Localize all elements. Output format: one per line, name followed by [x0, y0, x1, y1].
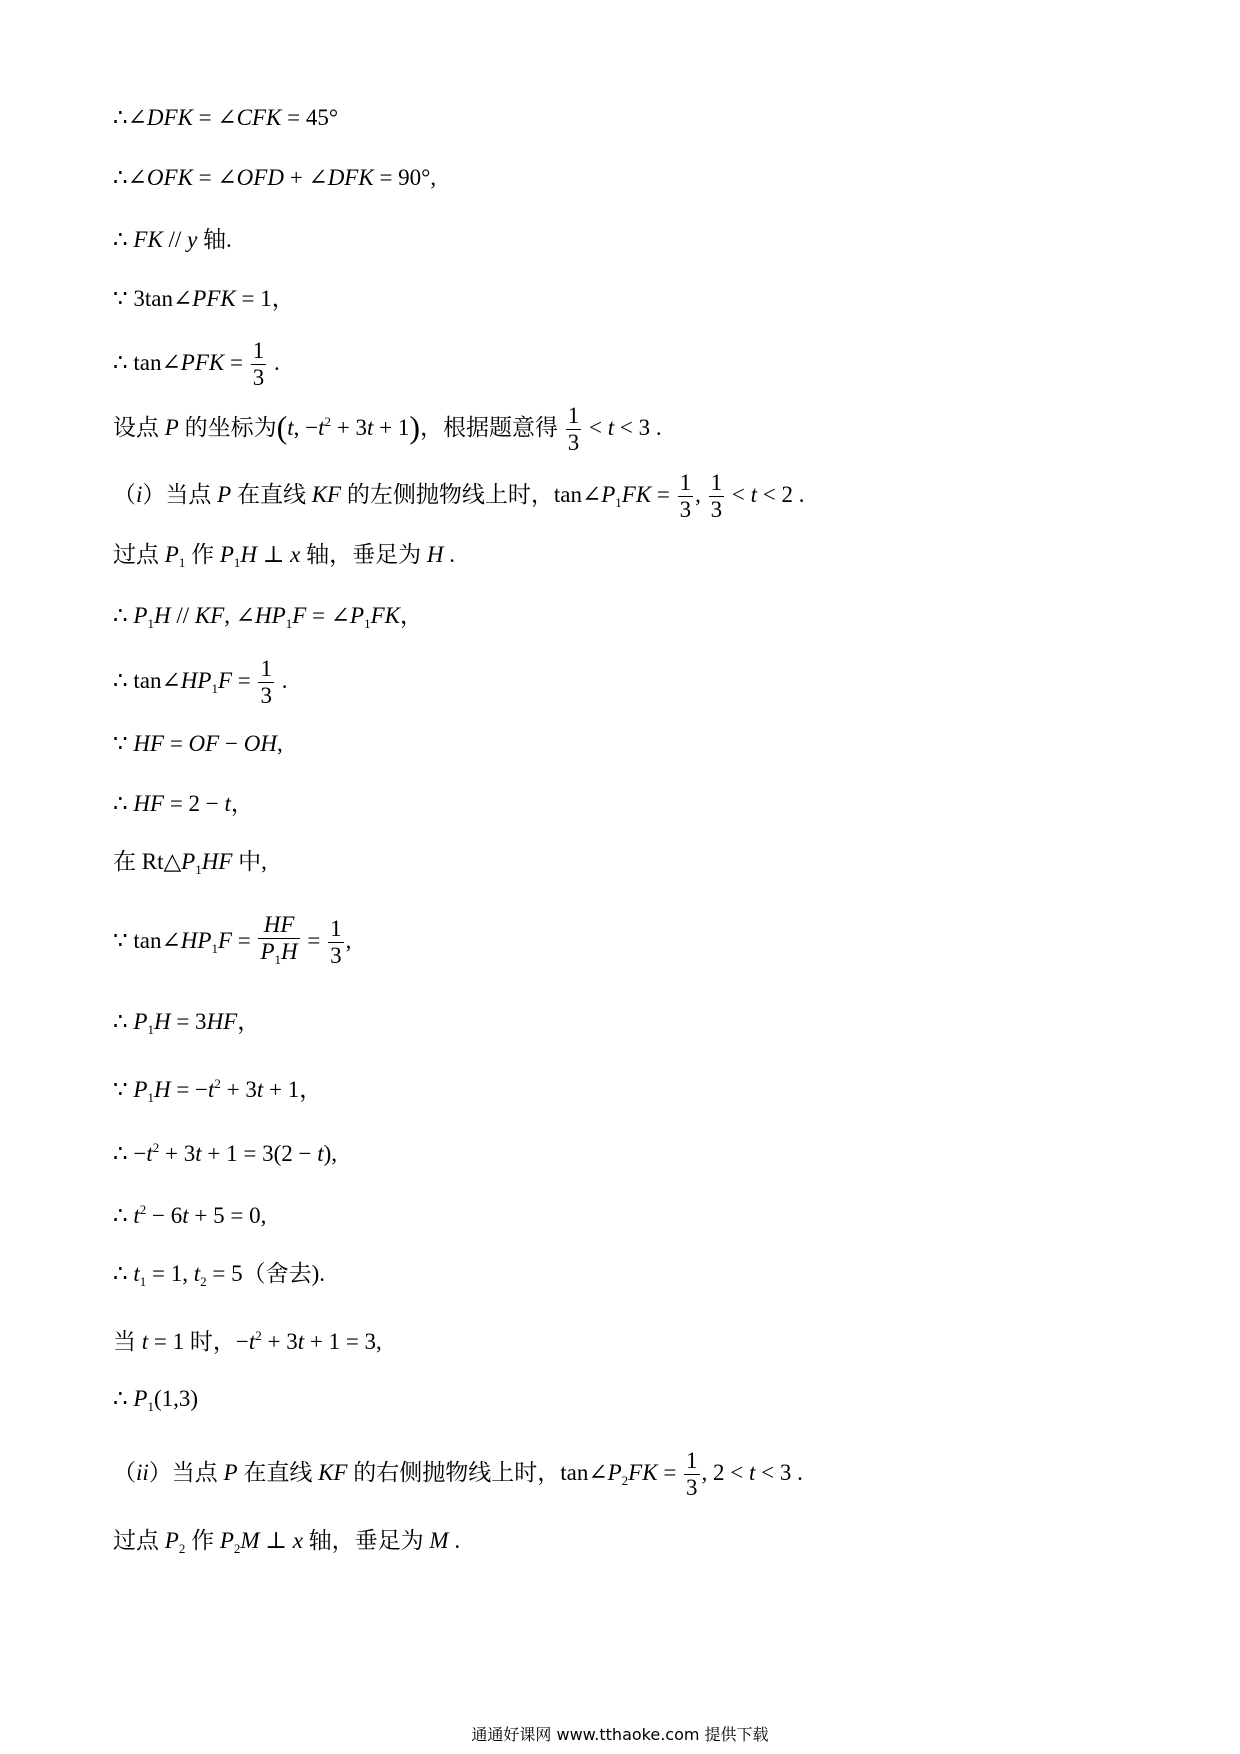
line-22: （ii）当点 P 在直线 KF 的右侧抛物线上时，$\tan\angle P_2FK$ = $\frac{1}{3}$ , 2 < t < 3 .: [113, 1448, 803, 1500]
line-12: ∴ HF = 2 − t，: [113, 791, 254, 816]
line-8: 过点 $P_1$ 作 $P_1H$ ⊥ x 轴，垂足为 H .: [113, 542, 455, 570]
line-2: ∴∠OFK = ∠OFD + ∠DFK = 90°,: [113, 165, 437, 190]
line-7: （i）当点 P 在直线 KF 的左侧抛物线上时，$\tan\angle P_1FK$ = $\frac{1}{3}$ , $\frac{1}{3}$ < t < 2 .: [113, 470, 805, 522]
line-1: ∴∠DFK = ∠CFK = 45°: [113, 105, 339, 130]
line-20: 当 t = 1 时，$-t^2 + 3t + 1 = 3$,: [113, 1328, 382, 1354]
line-11: ∵ HF = OF − OH,: [113, 731, 283, 756]
line-4: ∵ 3tan∠PFK = 1，: [113, 286, 295, 311]
line-9: ∴ $P_1H$ // KF, $\angle HP_1F$ = $\angle P_1FK$，: [113, 603, 423, 631]
line-3: ∴ FK // y 轴.: [113, 227, 232, 252]
page-footer: 通通好课网 www.tthaoke.com 提供下载: [471, 1725, 769, 1744]
line-5: ∴ tan∠PFK = $\frac{1}{3}$ .: [113, 338, 280, 390]
line-18: ∴ $t^2 - 6t + 5 = 0$,: [113, 1202, 267, 1228]
line-13: 在 $Rt\triangle P_1HF$ 中,: [113, 849, 267, 877]
line-23: 过点 $P_2$ 作 $P_2M$ ⊥ x 轴，垂足为 M .: [113, 1528, 461, 1556]
line-19: ∴ $t_1 = 1$, $t_2 = 5$（舍去).: [113, 1261, 326, 1289]
line-21: ∴ $P_1(1,3)$: [113, 1386, 199, 1414]
line-10: ∴ $\tan\angle HP_1F$ = $\frac{1}{3}$ .: [113, 656, 288, 708]
line-16: ∵ $P_1H = -t^2 + 3t + 1$，: [113, 1076, 323, 1105]
line-6: 设点 P 的坐标为(t, $-t^2 + 3t + 1$)，根据题意得 $\frac{1}{3}$ < t < 3 .: [113, 403, 662, 455]
line-14: ∵ $\tan\angle HP_1F$ = $\frac{HF}{P_1H}$ = $\frac{1}{3}$ ,: [113, 912, 352, 968]
line-15: ∴ $P_1H = 3HF$，: [113, 1009, 261, 1037]
line-17: ∴ $-t^2 + 3t + 1 = 3(2 - t)$,: [113, 1140, 338, 1166]
